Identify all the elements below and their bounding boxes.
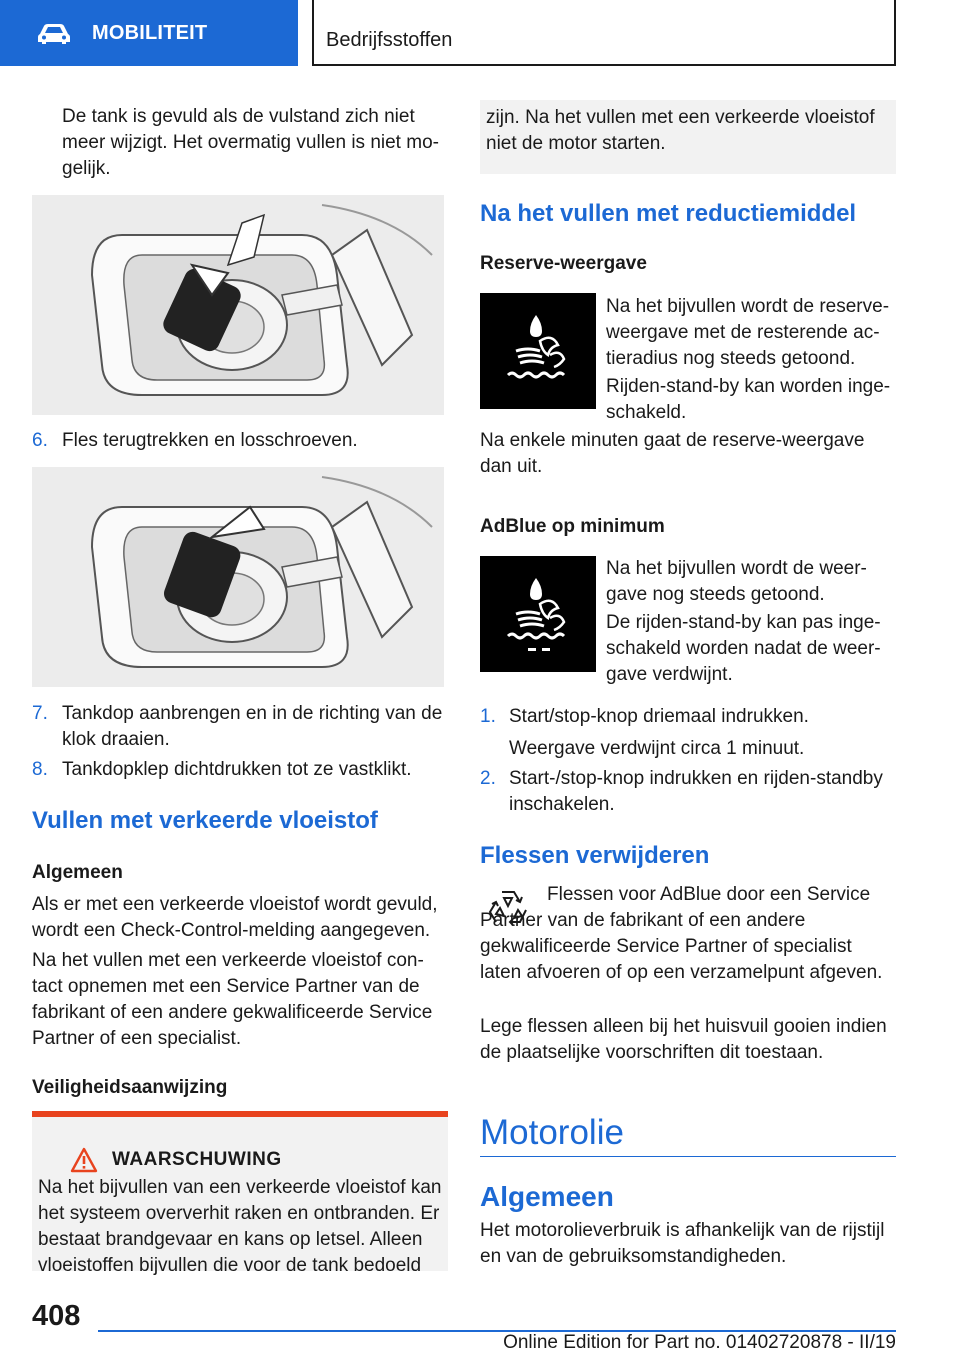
warning-continuation-text: zijn. Na het vullen met een verkeerde vloeistof niet de motor starten. [486, 107, 875, 154]
step-1-result: Weergave verdwijnt circa 1 minuut. [509, 738, 805, 759]
fuel-flap-photo-unscrew [32, 195, 444, 415]
chapter-title: Bedrijfsstoffen [326, 29, 453, 51]
wrong-fluid-paragraph-2: Na het vullen met een verkeerde vloeistof contact opnemen met een Service Partner van de fabrikant of een andere gekwalificeerde Service Partner of een specialist. [32, 950, 433, 1049]
bottles-paragraph-1: Flessen voor AdBlue door een Service Partner van de fabrikant of een andere gekwalificeerde Service Partner of specialist laten afvoeren of op een verzamelpunt afgeven. [480, 884, 883, 983]
reserve-paragraph-3: Na enkele minuten gaat de reserve-weergave dan uit. [480, 430, 865, 477]
warning-box [32, 1111, 448, 1276]
bottles-paragraph-2: Lege flessen alleen bij het huisvuil gooien indien de plaatselijke voorschriften dit toestaan. [480, 1016, 887, 1063]
minimum-paragraph-1: Na het bijvullen wordt de weergave nog steeds getoond. [606, 558, 867, 605]
warning-body: Na het bijvullen van een verkeerde vloeistof kan het systeem oververhit raken en ontbranden. Er bestaat brandgevaar en kans op letsel. Alleen vloeistoffen bijvullen die voor de tank bedoeld [38, 1177, 442, 1276]
page-number: 408 [32, 1300, 81, 1332]
car-icon [36, 20, 72, 46]
step-2-number: 2. [480, 768, 496, 789]
section-tab[interactable] [0, 0, 298, 66]
warning-continuation-box [480, 100, 896, 174]
step-7-text: Tankdop aanbrengen en in de richting van de klok draaien. [62, 703, 443, 750]
footer-edition: Online Edition for Part no. 01402720878 - II/19 [503, 1332, 896, 1353]
subheading-safety: Veiligheidsaanwijzing [32, 1077, 228, 1098]
step-1-text: Start/stop-knop driemaal indrukken. [509, 706, 809, 727]
step-8-text: Tankdopklep dichtdrukken tot ze vastklikt. [62, 759, 412, 780]
subheading-general: Algemeen [32, 862, 123, 883]
fuel-flap-photo-cap [32, 467, 444, 687]
intro-paragraph: De tank is gevuld als de vulstand zich niet meer wijzigt. Het overmatig vullen is niet mogelijk. [62, 106, 439, 179]
adblue-minimum-display-icon [480, 556, 596, 672]
subheading-adblue-minimum: AdBlue op minimum [480, 516, 665, 537]
step-7-number: 7. [32, 703, 48, 724]
wrong-fluid-paragraph-1: Als er met een verkeerde vloeistof wordt gevuld, wordt een Check-Control-melding aangegeven. [32, 894, 438, 941]
heading-motor-oil: Motorolie [480, 1113, 624, 1152]
adblue-reserve-display-icon [480, 293, 596, 409]
warning-title: WAARSCHUWING [112, 1149, 282, 1170]
heading-oil-general: Algemeen [480, 1181, 614, 1212]
heading-remove-bottles: Flessen verwijderen [480, 842, 710, 869]
chapter-header [312, 0, 896, 66]
reserve-paragraph-2: Rijden-stand-by kan worden ingeschakeld. [606, 376, 891, 423]
step-8-number: 8. [32, 759, 48, 780]
step-6-number: 6. [32, 430, 48, 451]
subheading-reserve: Reserve-weergave [480, 253, 647, 274]
heading-rule [480, 1156, 896, 1157]
heading-after-refill: Na het vullen met reductiemiddel [480, 200, 857, 227]
step-6-text: Fles terugtrekken en losschroeven. [62, 430, 358, 451]
step-2-text: Start-/stop-knop indrukken en rijden-standby inschakelen. [509, 768, 883, 815]
step-1-number: 1. [480, 706, 496, 727]
warning-triangle-icon [70, 1147, 98, 1173]
section-tab-label: MOBILITEIT [92, 21, 208, 44]
oil-paragraph: Het motorolieverbruik is afhankelijk van de rijstijl en van de gebruiksomstandigheden. [480, 1220, 885, 1267]
heading-wrong-fluid: Vullen met verkeerde vloeistof [32, 807, 378, 834]
minimum-paragraph-2: De rijden-stand-by kan pas ingeschakeld worden nadat de weergave verdwijnt. [606, 612, 881, 685]
reserve-paragraph-1: Na het bijvullen wordt de reserveweergave met de resterende actieradius nog steeds getoond. [606, 296, 890, 369]
